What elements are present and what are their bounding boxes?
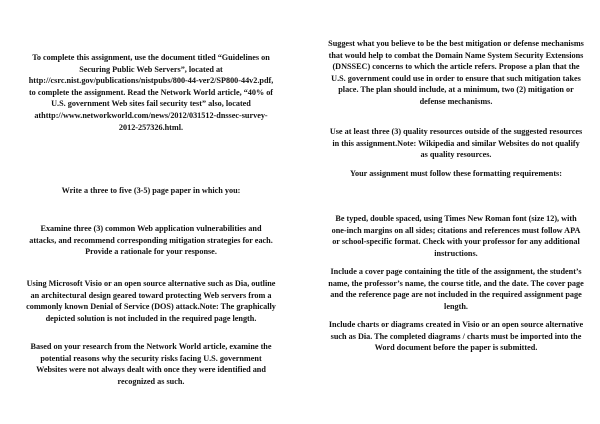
requirement-vulnerabilities-text: Examine three (3) common Web application vulnerabilities and attacks, and recommend corresponding mitigation strategies for each. Provide a rationale for your response. <box>29 224 273 257</box>
intro-text: To complete this assignment, use the document titled “Guidelines on Securing Public Web Servers”, located at http://csrc.nist.gov/publications/nistpubs/800-44-ver2/SP800-44v2.pdf, to complete the assignment. Read the Network World article, “40% of U.S. government Web sites fail security test” also, located athttp://www.networkworld.com/news/2012/031512-dnssec-survey-2012-257326.html. <box>28 53 274 132</box>
requirement-dnssec-text: Suggest what you believe to be the best mitigation or defense mechanisms that would help to combat the Domain Name System Security Extensions (DNSSEC) concerns to which the article refers. Propose a plan that the U.S. government could use in order to ensure that such mitigation takes place. The plan should include, at a minimum, two (2) mitigation or defense mechanisms. <box>328 39 584 106</box>
instructions-text: Write a three to five (3-5) page paper in which you: <box>61 186 241 195</box>
formatting-cover-page <box>328 266 584 312</box>
instructions-heading <box>26 185 276 197</box>
formatting-font <box>328 213 584 259</box>
requirement-vulnerabilities <box>26 223 276 258</box>
requirement-dnssec <box>328 38 584 108</box>
formatting-heading-text: Your assignment must follow these formatting requirements: <box>350 169 562 178</box>
formatting-font-text: Be typed, double spaced, using Times New Roman font (size 12), with one-inch margins on all sides; citations and references must follow APA or school-specific format. Check with your professor for any additional instructions. <box>331 214 581 258</box>
requirement-architecture <box>26 278 276 324</box>
formatting-diagrams <box>328 319 584 354</box>
requirement-resources-text: Use at least three (3) quality resources outside of the suggested resources in this assignment.Note: Wikipedia and similar Websites do not qualify as quality resources. <box>329 127 583 160</box>
requirement-article-analysis-text: Based on your research from the Network World article, examine the potential reasons why the security risks facing U.S. government Websites were not always dealt with once they were identified and recognized as such. <box>30 342 272 386</box>
formatting-heading <box>328 168 584 180</box>
intro-paragraph <box>26 52 276 133</box>
requirement-article-analysis <box>26 341 276 387</box>
formatting-cover-page-text: Include a cover page containing the title of the assignment, the student’s name, the professor’s name, the course title, and the date. The cover page and the reference page are not included in the required assignment page length. <box>328 267 584 311</box>
requirement-architecture-text: Using Microsoft Visio or an open source alternative such as Dia, outline an architectural design geared toward protecting Web servers from a commonly known Denial of Service (DOS) attack.Note: The graphically depicted solution is not included in the required page length. <box>26 279 276 323</box>
requirement-resources <box>328 126 584 161</box>
formatting-diagrams-text: Include charts or diagrams created in Visio or an open source alternative such as Dia. The completed diagrams / charts must be imported into the Word document before the paper is submitted. <box>328 320 584 353</box>
